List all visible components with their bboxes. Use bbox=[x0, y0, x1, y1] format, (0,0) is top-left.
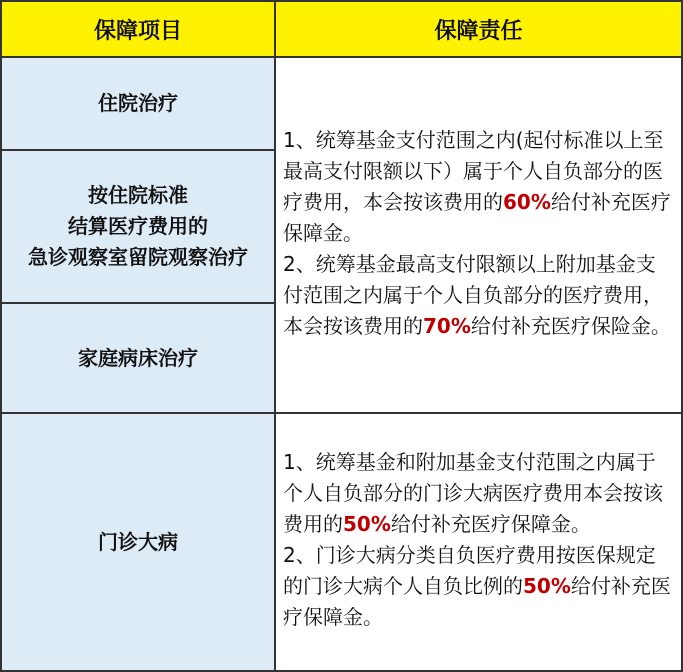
item-emergency-observation-line: 急诊观察室留院观察治疗 bbox=[28, 245, 248, 269]
item-outpatient-major bbox=[0, 412, 276, 672]
duty-clause-text: 给付补充医疗保障金。 bbox=[390, 512, 591, 536]
rate-highlight: 70% bbox=[423, 313, 471, 338]
duty-clause-text: 给付补充医疗保险金。 bbox=[470, 313, 671, 338]
item-emergency-observation-line: 结算医疗费用的 bbox=[68, 214, 208, 238]
item-home-bed bbox=[0, 302, 276, 414]
rate-highlight: 50% bbox=[343, 512, 391, 536]
rate-highlight: 50% bbox=[523, 574, 571, 598]
duty-clause-text: 2、门诊大病分类自负医疗费用按医保规定的门诊大病个人自负比例的 bbox=[283, 543, 656, 598]
header-coverage-item bbox=[0, 0, 276, 58]
duty-inpatient bbox=[274, 56, 683, 414]
header-coverage-item-label: 保障项目 bbox=[93, 18, 182, 44]
item-emergency-observation bbox=[0, 149, 276, 304]
duty-clause-text: 1、统筹基金支付范围之内(起付标准以上至最高支付限额以下）属于个人自负部分的医疗费用，本会按该费用的 bbox=[283, 127, 664, 214]
item-inpatient-label: 住院治疗 bbox=[98, 91, 178, 115]
item-inpatient bbox=[0, 56, 276, 151]
duty-clause-text: 2、统筹基金最高支付限额以上附加基金支付范围之内属于个人自负部分的医疗费用，本会按该费用的 bbox=[283, 251, 663, 338]
header-coverage-duty bbox=[274, 0, 683, 58]
item-outpatient-major-label: 门诊大病 bbox=[98, 529, 178, 554]
rate-highlight: 60% bbox=[503, 189, 551, 214]
duty-clause-text: 给付补充医疗保障金。 bbox=[283, 574, 671, 629]
item-home-bed-label: 家庭病床治疗 bbox=[78, 345, 198, 370]
duty-clause-text: 给付补充医疗保障金。 bbox=[283, 189, 671, 245]
duty-inpatient-text bbox=[283, 125, 671, 342]
item-emergency-observation-line: 按住院标准 bbox=[88, 183, 188, 207]
item-emergency-observation-text bbox=[28, 180, 248, 273]
duty-clause-text: 1、统筹基金和附加基金支付范围之内属于个人自负部分的门诊大病医疗费用本会按该费用的 bbox=[283, 450, 663, 536]
duty-outpatient-major bbox=[274, 412, 683, 672]
duty-outpatient-major-text bbox=[283, 447, 671, 633]
header-coverage-duty-label: 保障责任 bbox=[434, 18, 523, 44]
